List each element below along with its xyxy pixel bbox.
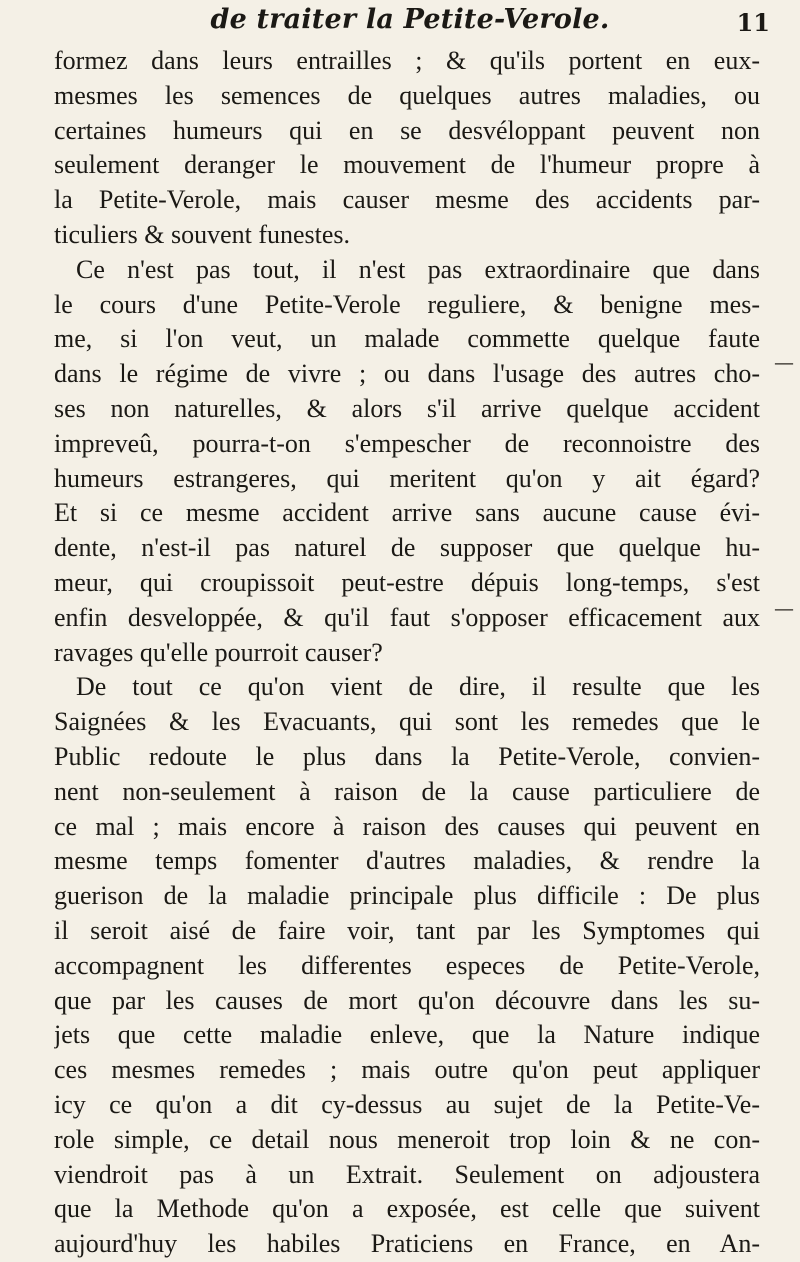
- text-line: Et si ce mesme accident arrive sans aucune cause évi-: [54, 498, 760, 528]
- text-line: dente, n'est-il pas naturel de supposer que quelque hu-: [54, 533, 760, 563]
- text-line: mesme temps fomenter d'autres maladies, & rendre la: [54, 846, 760, 876]
- text-line: icy ce qu'on a dit cy-dessus au sujet de la Petite-Ve-: [54, 1089, 760, 1119]
- text-line: impreveû, pourra-t-on s'empescher de reconnoistre des: [54, 428, 760, 458]
- running-head: de traiter la Petite-Verole.: [210, 4, 610, 35]
- body-text: [54, 44, 760, 1262]
- text-line: il seroit aisé de faire voir, tant par les Symptomes qui: [54, 915, 760, 945]
- text-line: role simple, ce detail nous meneroit trop loin & ne con-: [54, 1124, 760, 1154]
- text-line: meur, qui croupissoit peut-estre dépuis long-temps, s'est: [54, 567, 760, 597]
- text-line: Ce n'est pas tout, il n'est pas extraordinaire que dans: [76, 254, 760, 284]
- text-line: ravages qu'elle pourroit causer?: [54, 637, 383, 667]
- margin-mark: —: [774, 350, 794, 374]
- paragraph-3: [54, 670, 760, 1262]
- text-line: certaines humeurs qui en se desvéloppant peuvent non: [54, 115, 760, 145]
- text-line: le cours d'une Petite-Verole reguliere, & benigne mes-: [54, 289, 760, 319]
- text-line: Public redoute le plus dans la Petite-Verole, convien-: [54, 741, 760, 771]
- text-line: De tout ce qu'on vient de dire, il resulte que les: [76, 672, 760, 702]
- text-line: nent non-seulement à raison de la cause particuliere de: [54, 776, 760, 806]
- text-line: que la Methode qu'on a exposée, est celle que suivent: [54, 1194, 760, 1224]
- text-line: seulement deranger le mouvement de l'humeur propre à: [54, 150, 760, 180]
- page-number: 11: [736, 8, 770, 37]
- text-line: viendroit pas à un Extrait. Seulement on adjoustera: [54, 1159, 760, 1189]
- text-line: mesmes les semences de quelques autres maladies, ou: [54, 80, 760, 110]
- text-line: formez dans leurs entrailles ; & qu'ils portent en eux-: [54, 46, 760, 75]
- text-line: la Petite-Verole, mais causer mesme des accidents par-: [54, 185, 760, 215]
- text-line: ses non naturelles, & alors s'il arrive quelque accident: [54, 393, 760, 423]
- margin-mark: —: [774, 596, 794, 620]
- text-line: que par les causes de mort qu'on découvre dans les su-: [54, 985, 760, 1015]
- text-line: dans le régime de vivre ; ou dans l'usage des autres cho-: [54, 359, 760, 389]
- text-line: ces mesmes remedes ; mais outre qu'on peut appliquer: [54, 1055, 760, 1085]
- paragraph-2: [54, 253, 760, 671]
- text-line: ticuliers & souvent funestes.: [54, 219, 351, 249]
- text-line: accompagnent les differentes especes de Petite-Verole,: [54, 950, 760, 980]
- text-line: Saignées & les Evacuants, qui sont les remedes que le: [54, 707, 760, 737]
- paragraph-1: [54, 44, 760, 253]
- text-line: aujourd'huy les habiles Praticiens en France, en An-: [54, 1229, 760, 1259]
- text-line: me, si l'on veut, un malade commette quelque faute: [54, 324, 760, 354]
- text-line: jets que cette maladie enleve, que la Nature indique: [54, 1020, 760, 1050]
- text-line: enfin desveloppée, & qu'il faut s'opposer efficacement aux: [54, 602, 760, 632]
- text-line: ce mal ; mais encore à raison des causes qui peuvent en: [54, 811, 760, 841]
- text-line: guerison de la maladie principale plus difficile : De plus: [54, 881, 760, 911]
- text-line: humeurs estrangeres, qui meritent qu'on y ait égard?: [54, 463, 760, 493]
